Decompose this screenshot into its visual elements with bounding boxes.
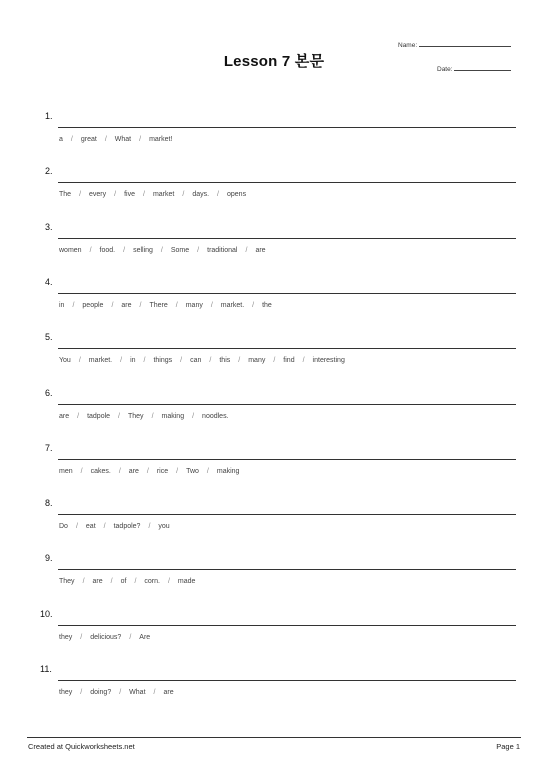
word-separator: /: [176, 467, 179, 475]
word-chip: the: [262, 301, 272, 309]
question-number: 7.: [45, 442, 53, 453]
question-item: [0, 609, 548, 659]
question-number: 10.: [40, 608, 53, 619]
word-chip: of: [120, 578, 127, 586]
word-chip: people: [82, 301, 104, 309]
scrambled-words: [59, 468, 239, 475]
word-chip: in: [130, 357, 136, 365]
word-separator: /: [151, 412, 154, 420]
word-chip: making: [216, 467, 240, 475]
name-field[interactable]: [398, 40, 511, 49]
word-chip: men: [59, 467, 73, 475]
question-item: [0, 553, 548, 603]
word-chip: are: [163, 689, 174, 696]
word-separator: /: [153, 689, 156, 696]
question-number: 1.: [45, 111, 53, 121]
word-separator: /: [82, 578, 85, 586]
word-separator: /: [302, 357, 305, 365]
word-chip: made: [177, 578, 196, 586]
word-chip: You: [59, 357, 71, 365]
footer-page-number: Page 1: [496, 742, 520, 751]
word-chip: market!: [149, 136, 173, 143]
question-number: 9.: [45, 553, 53, 564]
word-chip: Two: [186, 467, 199, 475]
word-separator: /: [209, 357, 212, 365]
word-chip: are: [255, 246, 266, 254]
word-separator: /: [120, 357, 123, 365]
word-chip: are: [121, 301, 132, 309]
word-chip: delicious?: [90, 633, 122, 641]
page-title: Lesson 7 본문: [223, 53, 325, 70]
word-chip: women: [59, 246, 82, 254]
question-number: 6.: [45, 387, 53, 398]
word-chip: opens: [227, 191, 247, 199]
answer-line[interactable]: [58, 238, 516, 239]
question-number: 11.: [40, 664, 52, 674]
word-chip: What: [114, 136, 132, 143]
word-separator: /: [103, 523, 106, 531]
scrambled-words: [59, 247, 266, 254]
scrambled-words: [59, 191, 246, 198]
word-separator: /: [143, 357, 146, 365]
word-separator: /: [206, 467, 209, 475]
word-chip: you: [158, 523, 170, 531]
word-separator: /: [217, 191, 219, 199]
name-label: Name:: [398, 42, 418, 49]
answer-line[interactable]: [58, 293, 516, 294]
question-item: [0, 332, 548, 382]
word-chip: doing?: [90, 689, 112, 696]
word-chip: They: [59, 578, 75, 586]
word-chip: every: [89, 191, 107, 199]
word-chip: they: [59, 633, 73, 641]
scrambled-words: [59, 578, 195, 585]
word-chip: The: [59, 191, 72, 199]
question-item: [0, 443, 548, 493]
scrambled-words: [59, 689, 174, 696]
word-separator: /: [80, 467, 83, 475]
word-chip: this: [219, 357, 231, 365]
question-item: [0, 388, 548, 438]
word-separator: /: [210, 301, 213, 309]
word-separator: /: [238, 357, 241, 365]
answer-line[interactable]: [58, 182, 516, 183]
date-field[interactable]: [437, 64, 511, 73]
answer-line[interactable]: [58, 625, 516, 626]
word-separator: /: [111, 301, 114, 309]
word-separator: /: [119, 689, 122, 696]
word-separator: /: [110, 578, 113, 586]
date-blank[interactable]: [454, 64, 511, 71]
word-separator: /: [70, 136, 73, 143]
word-separator: /: [75, 523, 78, 531]
scrambled-words: [59, 634, 150, 641]
word-separator: /: [197, 246, 200, 254]
word-separator: /: [273, 357, 276, 365]
word-chip: can: [190, 357, 202, 365]
scrambled-words: [59, 357, 345, 364]
question-item: [0, 166, 548, 216]
word-chip: Are: [139, 633, 151, 641]
answer-line[interactable]: [58, 680, 516, 681]
word-separator: /: [245, 246, 248, 254]
word-chip: in: [59, 301, 65, 309]
word-separator: /: [146, 467, 149, 475]
word-chip: making: [161, 412, 185, 420]
word-chip: are: [92, 578, 103, 586]
footer-credit: Created at Quickworksheets.net: [28, 742, 135, 751]
word-chip: days.: [192, 191, 210, 199]
word-separator: /: [72, 301, 75, 309]
word-separator: /: [180, 357, 183, 365]
word-separator: /: [118, 412, 120, 420]
word-separator: /: [89, 246, 92, 254]
question-item: [0, 222, 548, 272]
word-chip: There: [149, 301, 168, 309]
word-chip: market.: [88, 357, 113, 365]
word-chip: noodles.: [202, 412, 229, 420]
scrambled-words: [59, 523, 170, 530]
question-number: 3.: [45, 221, 53, 232]
word-chip: many: [185, 301, 203, 309]
word-separator: /: [114, 191, 117, 199]
scrambled-words: [59, 413, 229, 420]
word-chip: are: [59, 412, 70, 420]
word-separator: /: [139, 136, 142, 143]
word-chip: tadpole?: [113, 523, 141, 531]
word-chip: market.: [220, 301, 245, 309]
word-chip: things: [153, 357, 173, 365]
answer-line[interactable]: [58, 404, 516, 405]
question-number: 4.: [45, 276, 53, 287]
question-number: 5.: [45, 332, 53, 343]
word-separator: /: [252, 301, 255, 309]
word-separator: /: [139, 301, 142, 309]
word-separator: /: [160, 246, 163, 254]
word-chip: find: [283, 357, 295, 365]
word-separator: /: [134, 578, 137, 586]
word-chip: traditional: [207, 246, 238, 254]
question-item: [0, 498, 548, 548]
word-chip: selling: [133, 246, 153, 254]
question-item: [0, 277, 548, 327]
word-separator: /: [80, 633, 83, 641]
question-number: 8.: [45, 498, 53, 509]
word-separator: /: [78, 357, 81, 365]
word-chip: are: [128, 467, 139, 475]
word-chip: rice: [156, 467, 169, 475]
answer-line[interactable]: [58, 348, 516, 349]
word-chip: What: [129, 689, 146, 696]
word-separator: /: [80, 689, 83, 696]
word-separator: /: [167, 578, 170, 586]
word-separator: /: [148, 523, 151, 531]
word-chip: eat: [85, 523, 96, 531]
word-chip: Some: [170, 246, 190, 254]
scrambled-words: [59, 136, 172, 143]
name-blank[interactable]: [419, 40, 511, 47]
word-separator: /: [79, 191, 82, 199]
answer-line[interactable]: [58, 127, 516, 128]
word-separator: /: [182, 191, 185, 199]
word-chip: great: [80, 136, 97, 143]
word-separator: /: [175, 301, 178, 309]
word-chip: corn.: [144, 578, 160, 586]
scrambled-words: [59, 302, 272, 309]
word-separator: /: [118, 467, 121, 475]
word-chip: interesting: [312, 357, 345, 365]
word-chip: Do: [59, 523, 68, 531]
word-chip: tadpole: [87, 412, 111, 420]
word-chip: They: [128, 412, 144, 420]
answer-line[interactable]: [58, 569, 516, 570]
date-label: Date:: [437, 66, 453, 73]
answer-line[interactable]: [58, 514, 516, 515]
word-chip: five: [124, 191, 135, 199]
word-chip: cakes.: [90, 467, 111, 475]
word-chip: market: [152, 191, 175, 199]
answer-line[interactable]: [58, 459, 516, 460]
word-separator: /: [104, 136, 107, 143]
word-chip: many: [248, 357, 266, 365]
question-number: 2.: [45, 166, 53, 177]
word-separator: /: [192, 412, 195, 420]
word-chip: they: [59, 689, 73, 696]
word-separator: /: [77, 412, 80, 420]
footer-divider: [27, 737, 521, 738]
word-separator: /: [143, 191, 145, 199]
question-item: [0, 664, 548, 714]
word-chip: food.: [99, 246, 116, 254]
word-chip: a: [59, 136, 63, 143]
question-item: [0, 111, 548, 161]
word-separator: /: [129, 633, 132, 641]
word-separator: /: [123, 246, 126, 254]
